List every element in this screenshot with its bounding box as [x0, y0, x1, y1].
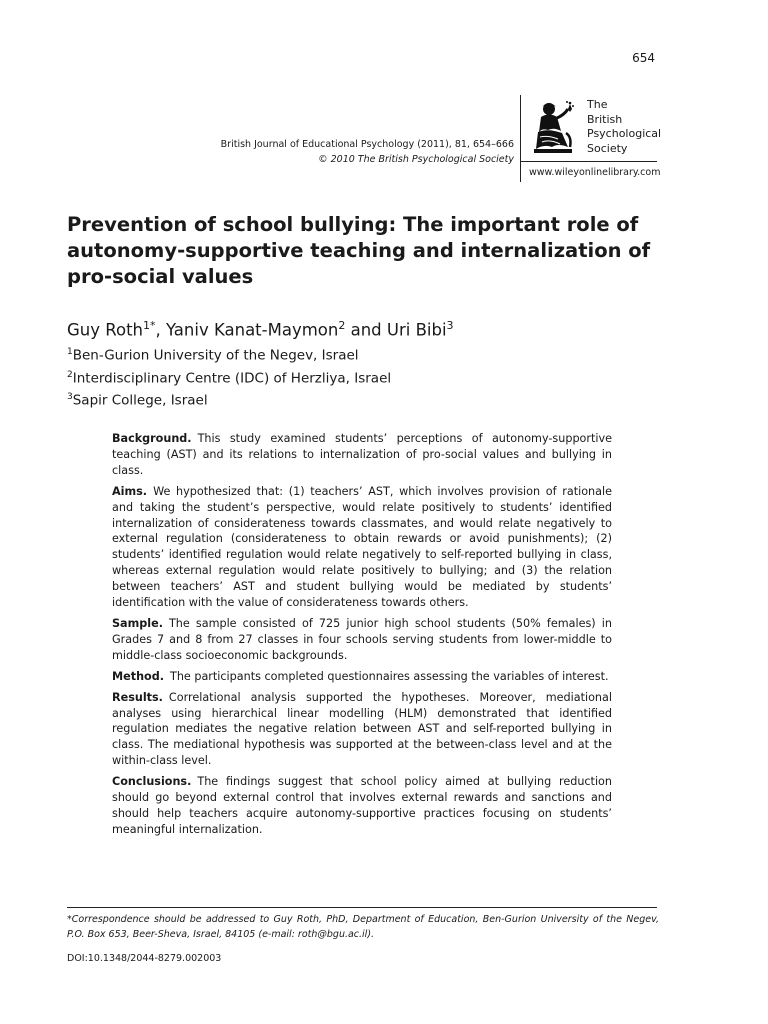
journal-info	[221, 137, 514, 167]
abstract-section	[112, 431, 612, 479]
abstract-text: The findings suggest that school policy aimed at bullying reduction should go beyond external control that involves external rewards and sanctions and should help teachers acquire autonomy-supportive practices focusing on students’ meaningful internalization.	[112, 775, 612, 836]
affiliation-sup: 3	[67, 392, 73, 402]
bps-name-line: Psychological	[587, 127, 662, 140]
abstract-text: We hypothesized that: (1) teachers’ AST, which involves provision of rationale and taking the student’s perspective, would relate positively to students’ identified internalization of considerateness towards classmates, and would relate negatively to external regulation (considerateness to obtain rewards or avoid punishments); (2) students’ identified regulation would relate negatively to self-reported bullying in class, whereas external regulation would relate positively to bullying; and (3) the relation between teachers’ AST and student bullying would be mediated by students’ identification with the value of considerateness towards others.	[112, 484, 612, 610]
abstract-section	[112, 484, 612, 611]
bps-name-line: Society	[587, 141, 628, 155]
abstract-label: Background.	[112, 432, 192, 445]
journal-copyright: © 2010 The British Psychological Society	[318, 154, 514, 165]
footnote-text: Correspondence should be addressed to Guy Roth, PhD, Department of Education, Ben-Gurion University of the Negev, P.O. Box 653, Beer-Sheva, Israel, 84105 (e-mail: roth@bgu.ac.il).	[67, 914, 659, 940]
affiliation	[67, 366, 391, 389]
abstract-section	[112, 690, 612, 770]
affiliation	[67, 388, 391, 411]
author-separator: and	[345, 320, 387, 340]
journal-citation: British Journal of Educational Psychology (2011), 81, 654–666	[220, 139, 514, 150]
abstract-label: Conclusions.	[112, 775, 192, 789]
abstract-text: The participants completed questionnaires assessing the variables of interest.	[169, 669, 609, 683]
author-name: Guy Roth	[67, 320, 143, 340]
page-number: 654	[632, 51, 655, 65]
author-list	[67, 315, 454, 342]
article-title: Prevention of school bullying: The important role of autonomy-supportive teaching and internalization of pro-social values	[67, 213, 651, 288]
bps-logo-icon	[528, 97, 580, 157]
bps-name	[587, 98, 661, 156]
bps-name-line: The	[587, 98, 608, 111]
affiliation-sup: 1	[67, 347, 73, 357]
abstract-label: Method.	[112, 669, 164, 683]
abstract-text: Correlational analysis supported the hypotheses. Moreover, mediational analyses using hierarchical linear modelling (HLM) demonstrated that identified regulation mediates the negative relation between AST and self-reported bullying in class. The mediational hypothesis was supported at the between-class level and at the within-class level.	[112, 690, 612, 768]
abstract-text: This study examined students’ perceptions of autonomy-supportive teaching (AST) and its relations to internalization of pro-social values and bullying in class.	[112, 432, 612, 477]
abstract-section	[112, 616, 612, 664]
abstract-label: Sample.	[112, 616, 163, 630]
abstract-label: Results.	[112, 690, 163, 704]
abstract-section	[112, 669, 612, 685]
affiliation-text: Interdisciplinary Centre (IDC) of Herzliya, Israel	[72, 370, 392, 386]
affiliation-sup: 2	[67, 369, 73, 380]
affiliation	[67, 343, 391, 366]
author-name: Yaniv Kanat-Maymon	[166, 320, 339, 340]
abstract-label: Aims.	[112, 484, 148, 498]
affiliation-text: Ben-Gurion University of the Negev, Israel	[72, 347, 359, 364]
author-sup: 1*	[143, 319, 156, 332]
bps-name-line: British	[587, 112, 623, 126]
abstract	[112, 431, 612, 843]
footnote-rule	[67, 907, 657, 908]
header-horizontal-rule	[520, 161, 657, 162]
affiliation-text: Sapir College, Israel	[72, 392, 208, 409]
author-sup: 3	[446, 319, 454, 332]
affiliation-list	[67, 343, 391, 411]
abstract-section	[112, 774, 612, 838]
header-vertical-rule	[520, 95, 521, 182]
abstract-text: The sample consisted of 725 junior high school students (50% females) in Grades 7 and 8 from 27 classes in four schools serving students from lower-middle to middle-class socioeconomic backgrounds.	[112, 616, 612, 662]
correspondence-footnote	[67, 912, 659, 942]
author-name: Uri Bibi	[386, 320, 447, 340]
doi[interactable]: DOI:10.1348/2044-8279.002003	[67, 953, 222, 964]
footnote-marker: *	[67, 914, 72, 925]
author-separator: ,	[155, 320, 166, 340]
author-sup: 2	[338, 319, 346, 332]
publisher-website[interactable]: www.wileyonlinelibrary.com	[529, 167, 661, 178]
